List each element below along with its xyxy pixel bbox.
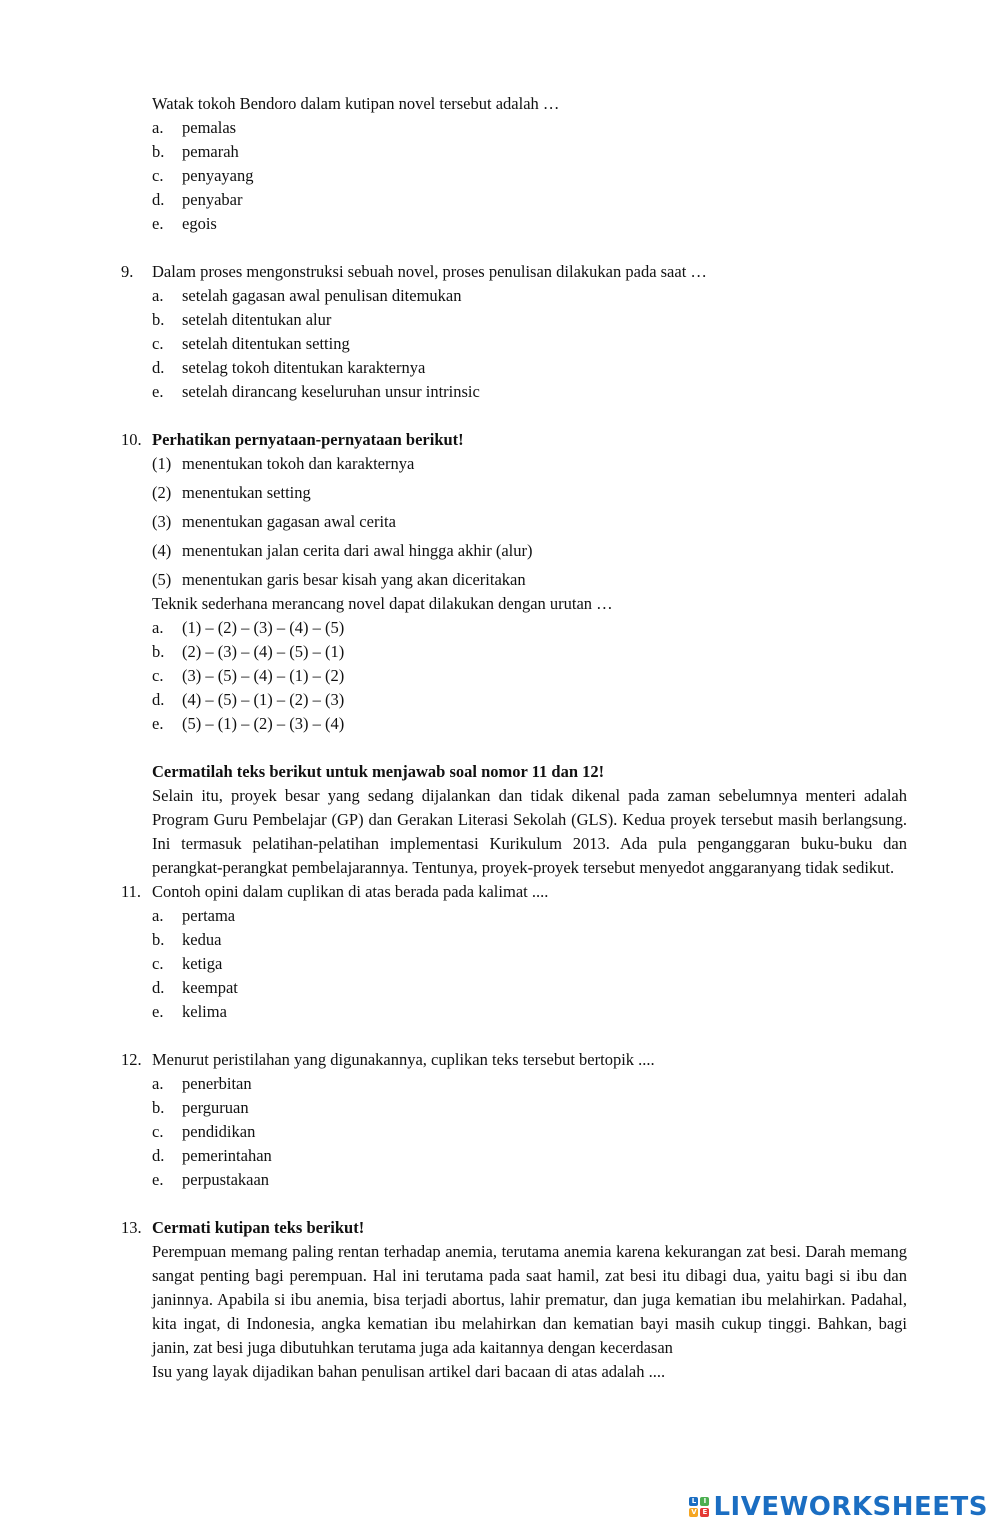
- question-stem: Perhatikan pernyataan-pernyataan berikut!: [152, 430, 464, 449]
- option-a: a. penerbitan: [152, 1074, 252, 1093]
- statement-4: (4) menentukan jalan cerita dari awal hingga akhir (alur): [152, 541, 533, 560]
- option-c: c. ketiga: [152, 954, 223, 973]
- option-d: d. pemerintahan: [152, 1146, 272, 1165]
- option-a: a. pemalas: [152, 118, 237, 137]
- option-e: e. kelima: [152, 1002, 227, 1021]
- option-a: a. (1) – (2) – (3) – (4) – (5): [152, 618, 345, 637]
- question-prompt: Isu yang layak dijadikan bahan penulisan artikel dari bacaan di atas adalah ....: [152, 1362, 666, 1381]
- passage-heading: Cermatilah teks berikut untuk menjawab soal nomor 11 dan 12!: [152, 762, 605, 781]
- question-number: 13.: [121, 1218, 142, 1237]
- option-b: b. pemarah: [152, 142, 239, 161]
- option-b: b. (2) – (3) – (4) – (5) – (1): [152, 642, 345, 661]
- question-13: [0, 1216, 907, 1384]
- question-stem: Cermati kutipan teks berikut!: [152, 1218, 365, 1237]
- option-d: d. keempat: [152, 978, 238, 997]
- question-number: 9.: [121, 262, 134, 281]
- option-e: e. (5) – (1) – (2) – (3) – (4): [152, 714, 345, 733]
- option-c: c. pendidikan: [152, 1122, 256, 1141]
- statement-1: (1) menentukan tokoh dan karakternya: [152, 454, 415, 473]
- question-prompt: Teknik sederhana merancang novel dapat dilakukan dengan urutan …: [152, 594, 613, 613]
- option-c: c. setelah ditentukan setting: [152, 334, 350, 353]
- option-e: e. setelah dirancang keseluruhan unsur intrinsic: [152, 382, 480, 401]
- question-number: 12.: [121, 1050, 142, 1069]
- passage-11-12: [0, 760, 907, 880]
- statement-5: (5) menentukan garis besar kisah yang akan diceritakan: [152, 570, 526, 589]
- option-a: a. setelah gagasan awal penulisan ditemukan: [152, 286, 462, 305]
- logo-text: LIVEWORKSHEETS: [713, 1492, 988, 1522]
- option-d: d. setelag tokoh ditentukan karakternya: [152, 358, 426, 377]
- question-12: [0, 1048, 907, 1192]
- question-stem: Dalam proses mengonstruksi sebuah novel, proses penulisan dilakukan pada saat …: [152, 262, 707, 281]
- statement-3: (3) menentukan gagasan awal cerita: [152, 512, 396, 531]
- question-10: [0, 428, 907, 736]
- passage-text: Selain itu, proyek besar yang sedang dijalankan dan tidak dikenal pada zaman sebelumnya menteri adalah Program Guru Pembelajar (GP) dan Gerakan Literasi Sekolah (GLS). Kedua proyek tersebut masih berlangsung. Ini termasuk pelatihan-pelatihan implementasi Kurikulum 2013. Ada pula penganggaran buku-buku dan perangkat-perangkat pembelajarannya. Tentunya, proyek-proyek tersebut menyedot anggaranyang tidak sedikut.: [152, 786, 907, 877]
- option-d: d. (4) – (5) – (1) – (2) – (3): [152, 690, 345, 709]
- question-11: [0, 880, 907, 1024]
- option-b: b. perguruan: [152, 1098, 249, 1117]
- option-c: c. penyayang: [152, 166, 254, 185]
- passage-text: Perempuan memang paling rentan terhadap anemia, terutama anemia karena kekurangan zat besi. Darah memang sangat penting bagi perempuan. Hal ini terutama pada saat hamil, zat besi itu dibagi dua, yaitu bagi si ibu dan janinnya. Apabila si ibu anemia, bisa terjadi abortus, lahir prematur, dan juga kematian ibu melahirkan. Padahal, kita ingat, di Indonesia, angka kematian ibu melahirkan dan kematian bayi masih cukup tinggi. Bahkan, bagi janin, zat besi juga dibutuhkan terutama juga ada kaitannya dengan kecerdasan: [152, 1242, 907, 1357]
- logo-icon: L I V E: [689, 1497, 709, 1517]
- option-e: e. perpustakaan: [152, 1170, 270, 1189]
- question-stem: Menurut peristilahan yang digunakannya, cuplikan teks tersebut bertopik ....: [152, 1050, 655, 1069]
- question-number: 10.: [121, 430, 142, 449]
- question-9: [0, 260, 907, 404]
- question-8-continuation: [0, 92, 907, 236]
- liveworksheets-logo: [689, 1492, 988, 1522]
- option-e: e. egois: [152, 214, 217, 233]
- option-b: b. setelah ditentukan alur: [152, 310, 332, 329]
- option-a: a. pertama: [152, 906, 236, 925]
- statement-2: (2) menentukan setting: [152, 483, 311, 502]
- option-c: c. (3) – (5) – (4) – (1) – (2): [152, 666, 345, 685]
- option-d: d. penyabar: [152, 190, 243, 209]
- question-stem: Contoh opini dalam cuplikan di atas berada pada kalimat ....: [152, 882, 549, 901]
- question-number: 11.: [121, 882, 142, 901]
- option-b: b. kedua: [152, 930, 222, 949]
- question-stem: Watak tokoh Bendoro dalam kutipan novel tersebut adalah …: [152, 94, 560, 113]
